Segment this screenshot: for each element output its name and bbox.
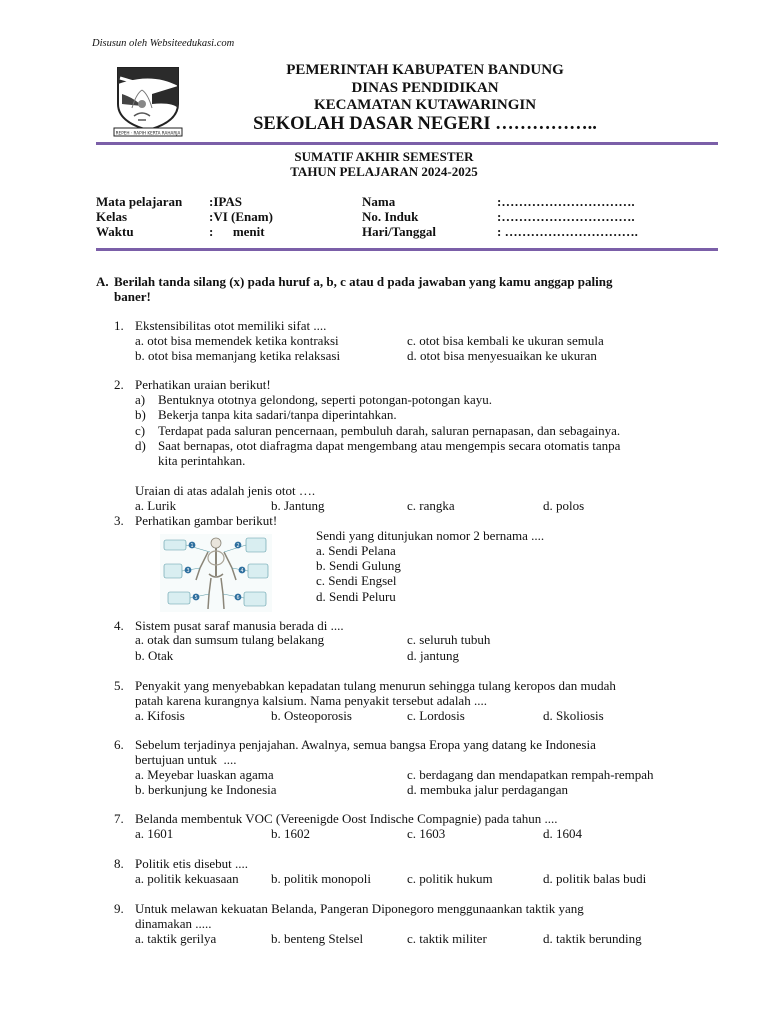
q1-option-c[interactable]: c. otot bisa kembali ke ukuran semula	[407, 333, 604, 348]
q3-option-b[interactable]: b. Sendi Gulung	[316, 558, 401, 573]
q4-question: Sistem pusat saraf manusia berada di ....	[135, 618, 344, 633]
subject-value: :IPAS	[209, 194, 242, 209]
q7-option-c[interactable]: c. 1603	[407, 826, 446, 841]
q9-number: 9.	[114, 901, 124, 916]
q2-number: 2.	[114, 377, 124, 392]
header-district: KECAMATAN KUTAWARINGIN	[313, 97, 537, 113]
id-label: No. Induk	[362, 209, 419, 224]
q5-question: Penyakit yang menyebabkan kepadatan tulang menurun sehingga tulang keropos dan mudah	[135, 678, 616, 693]
q9-question-cont: dinamakan .....	[135, 916, 212, 931]
q5-option-c[interactable]: c. Lordosis	[407, 708, 465, 723]
joint-marker-label: 6	[236, 596, 240, 601]
q5-number: 5.	[114, 678, 124, 693]
q7-number: 7.	[114, 811, 124, 826]
q2-item: Bentuknya ototnya gelondong, seperti potongan-potongan kayu.	[158, 392, 492, 407]
exam-title: SUMATIF AKHIR SEMESTER	[294, 149, 474, 164]
name-field: :………………………….	[497, 194, 635, 209]
q7-question: Belanda membentuk VOC (Vereenigde Oost Indische Compagnie) pada tahun ....	[135, 811, 558, 826]
class-label: Kelas	[96, 209, 128, 224]
q1-option-a[interactable]: a. otot bisa memendek ketika kontraksi	[135, 333, 339, 348]
q2-option-b[interactable]: b. Jantung	[271, 498, 325, 513]
time-value: : menit	[209, 224, 265, 239]
q2-item: Terdapat pada saluran pencernaan, pembuluh darah, saluran pernapasan, dan sebagainya.	[158, 423, 621, 438]
q5-question-cont: patah karena kurangnya kalsium. Nama penyakit tersebut adalah ....	[135, 693, 487, 708]
q8-question: Politik etis disebut ....	[135, 856, 249, 871]
q6-option-a[interactable]: a. Meyebar luaskan agama	[135, 767, 274, 782]
q7-option-d[interactable]: d. 1604	[543, 826, 582, 841]
time-label: Waktu	[96, 224, 134, 239]
q4-option-a[interactable]: a. otak dan sumsum tulang belakang	[135, 632, 325, 647]
joint-marker-label: 5	[194, 596, 198, 601]
q2-option-c[interactable]: c. rangka	[407, 498, 455, 513]
q8-number: 8.	[114, 856, 124, 871]
header-school: SEKOLAH DASAR NEGERI ……………..	[253, 114, 597, 134]
q2-prompt: Uraian di atas adalah jenis otot ….	[135, 483, 316, 498]
joint-marker-label: 3	[186, 569, 190, 574]
q5-option-a[interactable]: a. Kifosis	[135, 708, 185, 723]
q6-option-d[interactable]: d. membuka jalur perdagangan	[407, 782, 568, 797]
q2-option-d[interactable]: d. polos	[543, 498, 585, 513]
info-divider	[96, 248, 718, 251]
q4-number: 4.	[114, 618, 124, 633]
q1-number: 1.	[114, 318, 124, 333]
q2-item: Saat bernapas, otot diafragma dapat mengembang atau mengempis secara otomatis tanpa	[158, 438, 621, 453]
q9-option-c[interactable]: c. taktik militer	[407, 931, 487, 946]
q2-item: Bekerja tanpa kita sadari/tanpa diperintahkan.	[158, 407, 397, 422]
q3-prompt: Sendi yang ditunjukan nomor 2 bernama ....	[316, 528, 545, 543]
section-instruction: Berilah tanda silang (x) pada huruf a, b, c atau d pada jawaban yang kamu anggap paling	[114, 274, 613, 289]
q5-option-b[interactable]: b. Osteoporosis	[271, 708, 352, 723]
logo-caption: REPEH · RAPIH KERTA RAHARJA	[115, 130, 181, 136]
q5-option-d[interactable]: d. Skoliosis	[543, 708, 604, 723]
exam-year: TAHUN PELAJARAN 2024-2025	[290, 164, 478, 179]
q6-question: Sebelum terjadinya penjajahan. Awalnya, semua bangsa Eropa yang datang ke Indonesia	[135, 737, 596, 752]
q7-option-a[interactable]: a. 1601	[135, 826, 174, 841]
date-field: : ………………………….	[497, 224, 638, 239]
joint-marker-label: 1	[190, 544, 194, 549]
q9-option-a[interactable]: a. taktik gerilya	[135, 931, 217, 946]
header-agency: DINAS PENDIDIKAN	[351, 80, 499, 96]
q3-option-c[interactable]: c. Sendi Engsel	[316, 573, 397, 588]
q2-question: Perhatikan uraian berikut!	[135, 377, 271, 392]
class-value: :VI (Enam)	[209, 209, 273, 224]
q9-option-d[interactable]: d. taktik berunding	[543, 931, 642, 946]
date-label: Hari/Tanggal	[362, 224, 436, 239]
q3-option-a[interactable]: a. Sendi Pelana	[316, 543, 396, 558]
q2-item-mark: d)	[135, 438, 146, 453]
q8-option-d[interactable]: d. politik balas budi	[543, 871, 647, 886]
q8-option-b[interactable]: b. politik monopoli	[271, 871, 372, 886]
q1-question: Ekstensibilitas otot memiliki sifat ....	[135, 318, 327, 333]
joint-marker-label: 2	[236, 544, 240, 549]
q2-item-mark: b)	[135, 407, 146, 422]
section-letter: A.	[96, 274, 109, 289]
q3-option-d[interactable]: d. Sendi Peluru	[316, 589, 396, 604]
q1-option-b[interactable]: b. otot bisa memanjang ketika relaksasi	[135, 348, 341, 363]
q6-option-c[interactable]: c. berdagang dan mendapatkan rempah-rempah	[407, 767, 654, 782]
name-label: Nama	[362, 194, 396, 209]
section-instruction-cont: baner!	[114, 289, 151, 304]
q6-question-cont: bertujuan untuk ....	[135, 752, 237, 767]
q8-option-a[interactable]: a. politik kekuasaan	[135, 871, 239, 886]
q8-option-c[interactable]: c. politik hukum	[407, 871, 493, 886]
q4-option-b[interactable]: b. Otak	[135, 648, 174, 663]
q2-item-mark: c)	[135, 423, 146, 438]
q6-number: 6.	[114, 737, 124, 752]
q6-option-b[interactable]: b. berkunjung ke Indonesia	[135, 782, 277, 797]
subject-label: Mata pelajaran	[96, 194, 183, 209]
id-field: :………………………….	[497, 209, 635, 224]
header-divider	[96, 142, 718, 145]
skeleton-joint-figure	[160, 534, 272, 612]
joint-marker-label: 4	[240, 569, 244, 574]
q2-item-cont: kita perintahkan.	[158, 453, 246, 468]
q3-question: Perhatikan gambar berikut!	[135, 513, 278, 528]
q7-option-b[interactable]: b. 1602	[271, 826, 310, 841]
q2-item-mark: a)	[135, 392, 146, 407]
q3-number: 3.	[114, 513, 124, 528]
q2-option-a[interactable]: a. Lurik	[135, 498, 177, 513]
q9-option-b[interactable]: b. benteng Stelsel	[271, 931, 364, 946]
q4-option-d[interactable]: d. jantung	[407, 648, 459, 663]
q1-option-d[interactable]: d. otot bisa menyesuaikan ke ukuran	[407, 348, 597, 363]
q9-question: Untuk melawan kekuatan Belanda, Pangeran Diponegoro menggunaankan taktik yang	[135, 901, 584, 916]
q4-option-c[interactable]: c. seluruh tubuh	[407, 632, 491, 647]
author-credit: Disusun oleh Websiteedukasi.com	[92, 38, 235, 49]
regency-logo	[112, 64, 184, 138]
header-regency: PEMERINTAH KABUPATEN BANDUNG	[286, 62, 564, 78]
